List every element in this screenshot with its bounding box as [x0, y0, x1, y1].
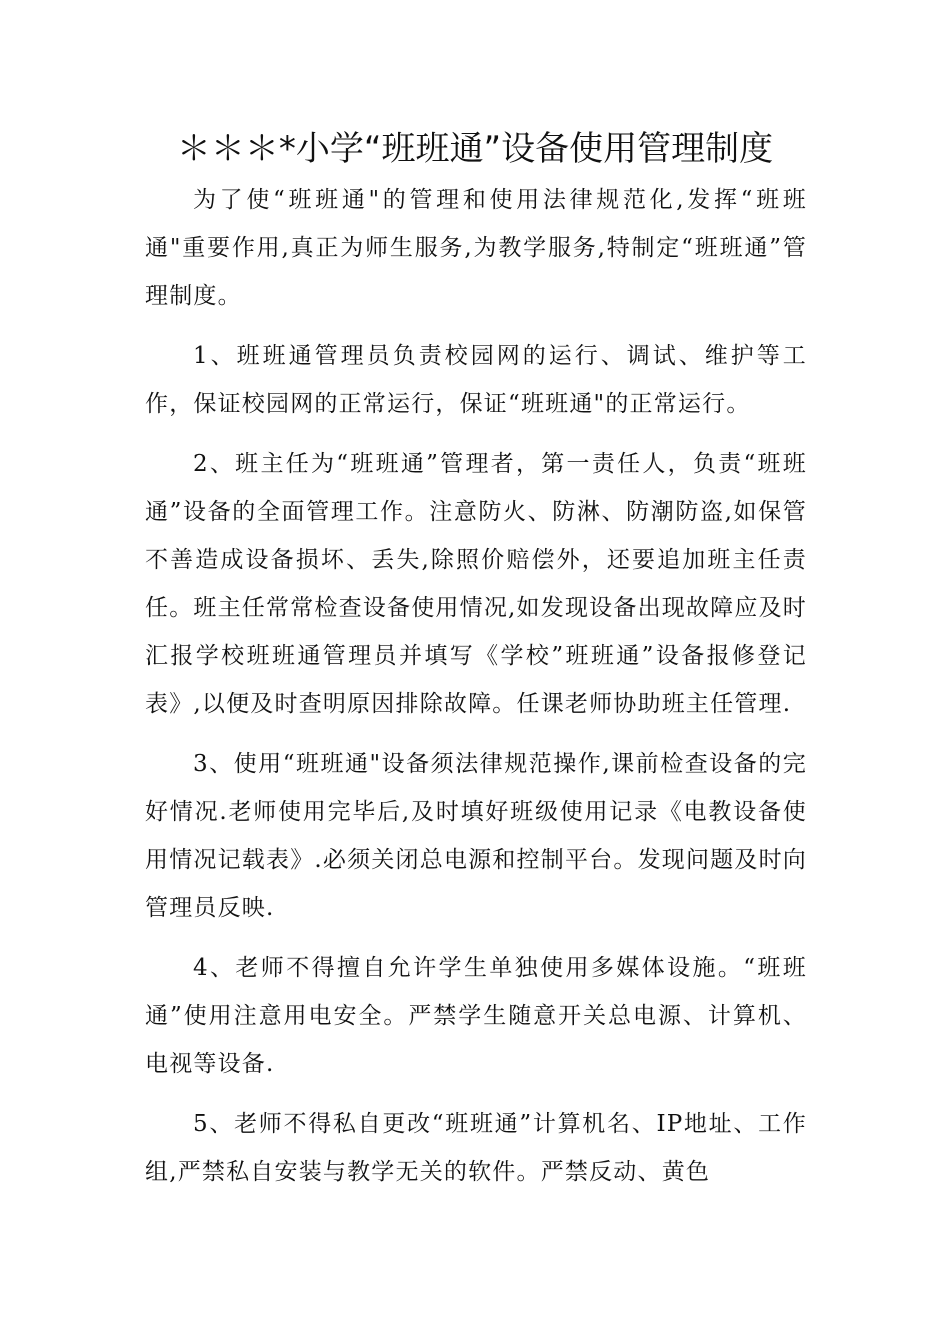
rule-paragraph-1: 1、班班通管理员负责校园网的运行、调试、维护等工作，保证校园网的正常运行，保证“班班通"的正常运行。	[145, 343, 807, 417]
intro-paragraph: 为了使“班班通"的管理和使用法律规范化,发挥“班班通"重要作用,真正为师生服务,为教学服务,特制定“班班通”管理制度。	[145, 187, 807, 309]
document-title: ＊＊＊*小学“班班通”设备使用管理制度	[176, 129, 774, 169]
document-body	[145, 176, 807, 1196]
rule-paragraph-3: 3、使用“班班通"设备须法律规范操作,课前检查设备的完好情况.老师使用完毕后,及时填好班级使用记录《电教设备使用情况记载表》.必须关闭总电源和控制平台。发现问题及时向管理员反映.	[145, 751, 807, 921]
rule-paragraph-5: 5、老师不得私自更改“班班通”计算机名、IP地址、工作组,严禁私自安装与教学无关的软件。严禁反动、黄色	[145, 1111, 807, 1185]
rule-paragraph-2: 2、班主任为“班班通”管理者，第一责任人，负责“班班通”设备的全面管理工作。注意防火、防淋、防潮防盗,如保管不善造成设备损坏、丢失,除照价赔偿外，还要追加班主任责任。班主任常常检查设备使用情况,如发现设备出现故障应及时汇报学校班班通管理员并填写《学校”班班通”设备报修登记表》,以便及时查明原因排除故障。任课老师协助班主任管理.	[145, 451, 807, 717]
rule-paragraph-4: 4、老师不得擅自允许学生单独使用多媒体设施。“班班通”使用注意用电安全。严禁学生随意开关总电源、计算机、电视等设备.	[145, 955, 807, 1077]
